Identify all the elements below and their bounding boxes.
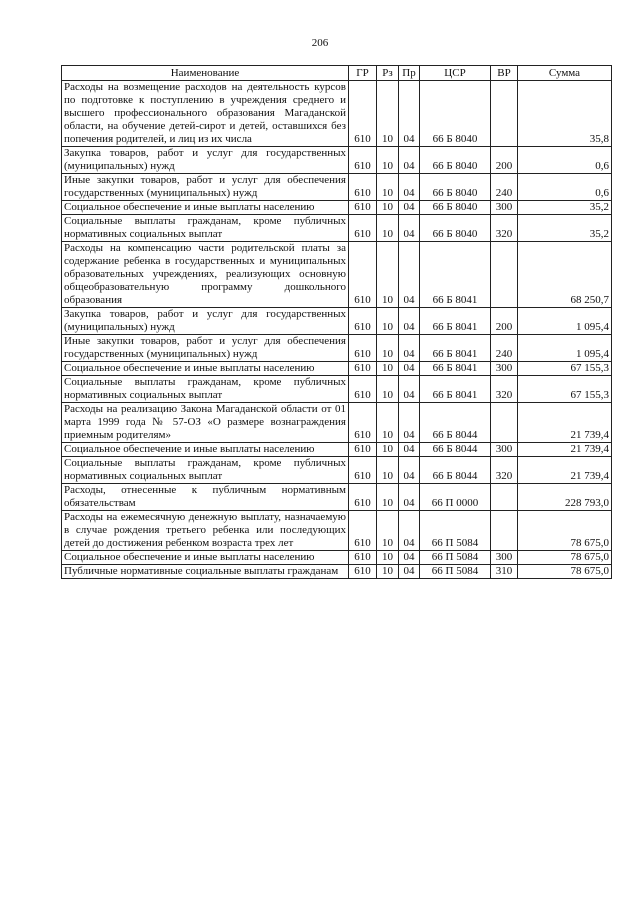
row-gr-cell: 610 [349, 403, 377, 443]
row-vr-cell: 310 [491, 565, 518, 579]
table-row [62, 362, 612, 376]
row-sum-cell: 35,2 [518, 201, 612, 215]
row-rz-cell: 10 [377, 511, 399, 551]
row-rz-cell: 10 [377, 308, 399, 335]
row-rz-cell: 10 [377, 403, 399, 443]
table-row [62, 335, 612, 362]
page-number: 206 [311, 37, 329, 49]
row-csr-cell: 66 Б 8041 [420, 242, 491, 308]
row-vr-cell [491, 403, 518, 443]
row-gr-cell: 610 [349, 511, 377, 551]
budget-table [61, 65, 612, 579]
table-row [62, 376, 612, 403]
row-pr-cell: 04 [399, 551, 420, 565]
row-sum-cell: 228 793,0 [518, 484, 612, 511]
row-sum-cell: 0,6 [518, 174, 612, 201]
table-row [62, 174, 612, 201]
row-vr-cell [491, 484, 518, 511]
row-sum-cell: 78 675,0 [518, 551, 612, 565]
row-rz-cell: 10 [377, 484, 399, 511]
row-gr-cell: 610 [349, 81, 377, 147]
row-gr-cell: 610 [349, 362, 377, 376]
row-name-cell: Социальное обеспечение и иные выплаты населению [62, 443, 349, 457]
row-rz-cell: 10 [377, 81, 399, 147]
row-vr-cell: 240 [491, 335, 518, 362]
header-rz: Рз [377, 66, 399, 81]
row-name-cell: Расходы на компенсацию части родительской платы за содержание ребенка в государственных и муниципальных образовательных учреждениях, реализующих основную общеобразовательную программу дошкольного образования [62, 242, 349, 308]
row-name-cell: Социальные выплаты гражданам, кроме публичных нормативных социальных выплат [62, 376, 349, 403]
table-row [62, 81, 612, 147]
table-row [62, 147, 612, 174]
row-vr-cell: 200 [491, 308, 518, 335]
row-gr-cell: 610 [349, 376, 377, 403]
row-sum-cell: 78 675,0 [518, 511, 612, 551]
header-csr: ЦСР [420, 66, 491, 81]
row-rz-cell: 10 [377, 335, 399, 362]
row-pr-cell: 04 [399, 201, 420, 215]
row-vr-cell: 300 [491, 362, 518, 376]
row-csr-cell: 66 П 5084 [420, 551, 491, 565]
row-gr-cell: 610 [349, 457, 377, 484]
row-vr-cell [491, 242, 518, 308]
row-rz-cell: 10 [377, 215, 399, 242]
row-rz-cell: 10 [377, 443, 399, 457]
row-pr-cell: 04 [399, 308, 420, 335]
row-pr-cell: 04 [399, 457, 420, 484]
row-vr-cell: 240 [491, 174, 518, 201]
row-csr-cell: 66 Б 8040 [420, 147, 491, 174]
table-row [62, 215, 612, 242]
row-csr-cell: 66 Б 8044 [420, 443, 491, 457]
row-csr-cell: 66 Б 8040 [420, 81, 491, 147]
row-gr-cell: 610 [349, 308, 377, 335]
row-vr-cell: 320 [491, 215, 518, 242]
header-vr: ВР [491, 66, 518, 81]
row-csr-cell: 66 Б 8041 [420, 362, 491, 376]
row-sum-cell: 0,6 [518, 147, 612, 174]
row-vr-cell: 200 [491, 147, 518, 174]
row-sum-cell: 1 095,4 [518, 335, 612, 362]
row-csr-cell: 66 Б 8040 [420, 215, 491, 242]
row-sum-cell: 68 250,7 [518, 242, 612, 308]
table-row [62, 242, 612, 308]
row-vr-cell: 300 [491, 551, 518, 565]
row-pr-cell: 04 [399, 403, 420, 443]
row-rz-cell: 10 [377, 551, 399, 565]
header-sum: Сумма [518, 66, 612, 81]
row-name-cell: Расходы на возмещение расходов на деятельность курсов по подготовке к поступлению в учреждения среднего и высшего профессионального образования Магаданской области, на обучение детей-сирот и детей, оставшихся без попечения родителей, и лиц из их числа [62, 81, 349, 147]
row-vr-cell: 320 [491, 457, 518, 484]
row-pr-cell: 04 [399, 335, 420, 362]
row-name-cell: Социальное обеспечение и иные выплаты населению [62, 362, 349, 376]
row-name-cell: Иные закупки товаров, работ и услуг для обеспечения государственных (муниципальных) нужд [62, 335, 349, 362]
row-rz-cell: 10 [377, 376, 399, 403]
row-name-cell: Расходы на реализацию Закона Магаданской области от 01 марта 1999 года № 57-ОЗ «О размере вознаграждения приемным родителям» [62, 403, 349, 443]
table-row [62, 511, 612, 551]
row-gr-cell: 610 [349, 201, 377, 215]
table-row [62, 484, 612, 511]
row-csr-cell: 66 Б 8041 [420, 376, 491, 403]
row-sum-cell: 78 675,0 [518, 565, 612, 579]
row-pr-cell: 04 [399, 215, 420, 242]
row-pr-cell: 04 [399, 511, 420, 551]
row-name-cell: Расходы на ежемесячную денежную выплату, назначаемую в случае рождения третьего ребенка или последующих детей до достижения ребенком возраста трех лет [62, 511, 349, 551]
row-rz-cell: 10 [377, 457, 399, 484]
row-rz-cell: 10 [377, 565, 399, 579]
row-pr-cell: 04 [399, 376, 420, 403]
table-row [62, 551, 612, 565]
row-rz-cell: 10 [377, 201, 399, 215]
row-csr-cell: 66 Б 8041 [420, 335, 491, 362]
row-gr-cell: 610 [349, 551, 377, 565]
row-name-cell: Социальное обеспечение и иные выплаты населению [62, 551, 349, 565]
table-row [62, 201, 612, 215]
row-csr-cell: 66 Б 8044 [420, 457, 491, 484]
table-row [62, 308, 612, 335]
row-csr-cell: 66 Б 8044 [420, 403, 491, 443]
row-gr-cell: 610 [349, 215, 377, 242]
row-name-cell: Расходы, отнесенные к публичным нормативным обязательствам [62, 484, 349, 511]
row-vr-cell: 320 [491, 376, 518, 403]
row-name-cell: Социальные выплаты гражданам, кроме публичных нормативных социальных выплат [62, 457, 349, 484]
row-csr-cell: 66 Б 8041 [420, 308, 491, 335]
row-pr-cell: 04 [399, 174, 420, 201]
table-row [62, 457, 612, 484]
row-sum-cell: 67 155,3 [518, 376, 612, 403]
row-vr-cell [491, 81, 518, 147]
row-vr-cell: 300 [491, 443, 518, 457]
row-name-cell: Социальное обеспечение и иные выплаты населению [62, 201, 349, 215]
row-pr-cell: 04 [399, 484, 420, 511]
row-sum-cell: 67 155,3 [518, 362, 612, 376]
row-pr-cell: 04 [399, 565, 420, 579]
row-pr-cell: 04 [399, 362, 420, 376]
row-rz-cell: 10 [377, 242, 399, 308]
row-csr-cell: 66 Б 8040 [420, 174, 491, 201]
header-name: Наименование [62, 66, 349, 81]
header-pr: Пр [399, 66, 420, 81]
row-sum-cell: 35,2 [518, 215, 612, 242]
row-csr-cell: 66 П 5084 [420, 565, 491, 579]
header-gr: ГР [349, 66, 377, 81]
row-name-cell: Закупка товаров, работ и услуг для государственных (муниципальных) нужд [62, 308, 349, 335]
row-gr-cell: 610 [349, 484, 377, 511]
row-csr-cell: 66 П 0000 [420, 484, 491, 511]
table-row [62, 565, 612, 579]
table-header-row [62, 66, 612, 81]
row-pr-cell: 04 [399, 147, 420, 174]
row-pr-cell: 04 [399, 242, 420, 308]
row-gr-cell: 610 [349, 174, 377, 201]
row-gr-cell: 610 [349, 335, 377, 362]
row-sum-cell: 21 739,4 [518, 403, 612, 443]
row-vr-cell: 300 [491, 201, 518, 215]
row-gr-cell: 610 [349, 565, 377, 579]
row-csr-cell: 66 Б 8040 [420, 201, 491, 215]
row-sum-cell: 21 739,4 [518, 457, 612, 484]
row-sum-cell: 1 095,4 [518, 308, 612, 335]
table-row [62, 443, 612, 457]
row-csr-cell: 66 П 5084 [420, 511, 491, 551]
row-rz-cell: 10 [377, 147, 399, 174]
row-vr-cell [491, 511, 518, 551]
row-gr-cell: 610 [349, 147, 377, 174]
table-row [62, 403, 612, 443]
row-rz-cell: 10 [377, 174, 399, 201]
row-rz-cell: 10 [377, 362, 399, 376]
row-name-cell: Социальные выплаты гражданам, кроме публичных нормативных социальных выплат [62, 215, 349, 242]
row-name-cell: Иные закупки товаров, работ и услуг для обеспечения государственных (муниципальных) нужд [62, 174, 349, 201]
row-gr-cell: 610 [349, 242, 377, 308]
row-name-cell: Закупка товаров, работ и услуг для государственных (муниципальных) нужд [62, 147, 349, 174]
row-name-cell: Публичные нормативные социальные выплаты гражданам [62, 565, 349, 579]
row-sum-cell: 21 739,4 [518, 443, 612, 457]
row-sum-cell: 35,8 [518, 81, 612, 147]
row-pr-cell: 04 [399, 443, 420, 457]
row-gr-cell: 610 [349, 443, 377, 457]
row-pr-cell: 04 [399, 81, 420, 147]
